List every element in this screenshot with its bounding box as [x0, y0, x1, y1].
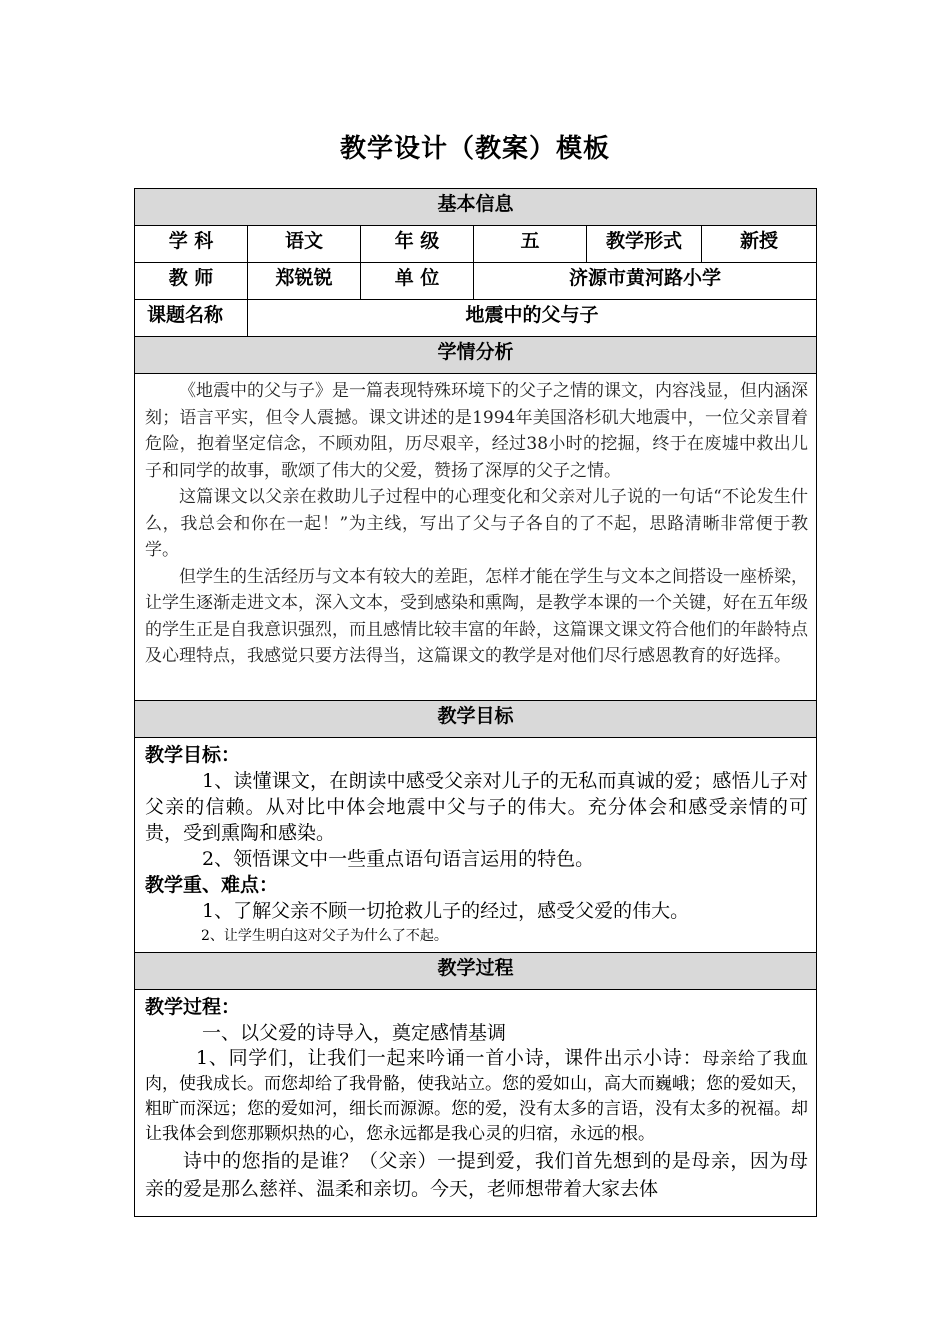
- teacher-value: 郑锐锐: [248, 263, 361, 300]
- process-body: [135, 990, 817, 1217]
- process-lead: [145, 1046, 808, 1147]
- goal-item: 1、读懂课文，在朗读中感受父亲对儿子的无私而真诚的爱；感悟儿子对父亲的信赖。从对比中体会地震中父与子的伟大。充分体会和感受亲情的可贵，受到熏陶和感染。: [145, 770, 809, 844]
- lesson-plan-table: [134, 188, 817, 1217]
- teacher-label: 教 师: [135, 263, 248, 300]
- analysis-body: [135, 374, 817, 701]
- form-value: 新授: [702, 226, 817, 263]
- grade-label: 年 级: [361, 226, 474, 263]
- unit-label: 单 位: [361, 263, 474, 300]
- key-point-item: 1、了解父亲不顾一切抢救儿子的经过，感受父爱的伟大。: [202, 900, 690, 922]
- topic-value: 地震中的父与子: [248, 300, 817, 337]
- subject-value: 语文: [248, 226, 361, 263]
- basic-info-header: 基本信息: [135, 189, 817, 226]
- process-lead-text: 1、同学们，让我们一起来吟诵一首小诗，课件出示小诗：: [196, 1047, 703, 1069]
- goal-item: 2、领悟课文中一些重点语句语言运用的特色。: [202, 848, 595, 870]
- unit-value: 济源市黄河路小学: [474, 263, 817, 300]
- process-header: 教学过程: [135, 953, 817, 990]
- process-paragraph: 诗中的您指的是谁？（父亲）一提到爱，我们首先想到的是母亲，因为母亲的爱是那么慈祥、温柔和亲切。今天，老师想带着大家去体: [145, 1150, 809, 1200]
- subject-label: 学 科: [135, 226, 248, 263]
- analysis-paragraph: 《地震中的父与子》是一篇表现特殊环境下的父子之情的课文，内容浅显，但内涵深刻；语言平实，但令人震撼。课文讲述的是1994年美国洛杉矶大地震中，一位父亲冒着危险，抱着坚定信念，不顾劝阻，历尽艰辛，经过38小时的挖掘，终于在废墟中救出儿子和同学的故事，歌颂了伟大的父爱，赞扬了深厚的父子之情。: [145, 381, 809, 481]
- analysis-header: 学情分析: [135, 337, 817, 374]
- goal-heading: 教学目标：: [145, 744, 241, 766]
- poem-text: 母亲给了我血肉，使我成长。而您却给了我骨骼，使我站立。您的爱如山，高大而巍峨；您的爱如天，粗旷而深远；您的爱如河，细长而源源。您的爱，没有太多的言语，没有太多的祝福。却让我体会到您那颗炽热的心，您永远都是我心灵的归宿，永远的根。: [145, 1049, 809, 1144]
- objectives-header: 教学目标: [135, 701, 817, 738]
- analysis-paragraph: 这篇课文以父亲在救助儿子过程中的心理变化和父亲对儿子说的一句话“不论发生什么，我总会和你在一起！”为主线，写出了父与子各自的了不起，思路清晰非常便于教学。: [145, 487, 809, 560]
- process-heading: 教学过程：: [145, 996, 241, 1018]
- key-points-heading: 教学重、难点：: [145, 874, 279, 896]
- grade-value: 五: [474, 226, 587, 263]
- analysis-paragraph: 但学生的生活经历与文本有较大的差距，怎样才能在学生与文本之间搭设一座桥梁，让学生逐渐走进文本，深入文本，受到感染和熏陶，是教学本课的一个关键，好在五年级的学生正是自我意识强烈，而且感情比较丰富的年龄，这篇课文课文符合他们的年龄特点及心理特点，我感觉只要方法得当，这篇课文的教学是对他们尽行感恩教育的好选择。: [145, 566, 809, 666]
- process-step: 一、以父爱的诗导入，奠定感情基调: [202, 1022, 507, 1044]
- form-label: 教学形式: [587, 226, 702, 263]
- page-title: 教学设计（教案）模板: [339, 134, 610, 164]
- topic-label: 课题名称: [135, 300, 248, 337]
- objectives-body: [135, 738, 817, 953]
- key-point-item: 2、让学生明白这对父子为什么了不起。: [201, 928, 448, 944]
